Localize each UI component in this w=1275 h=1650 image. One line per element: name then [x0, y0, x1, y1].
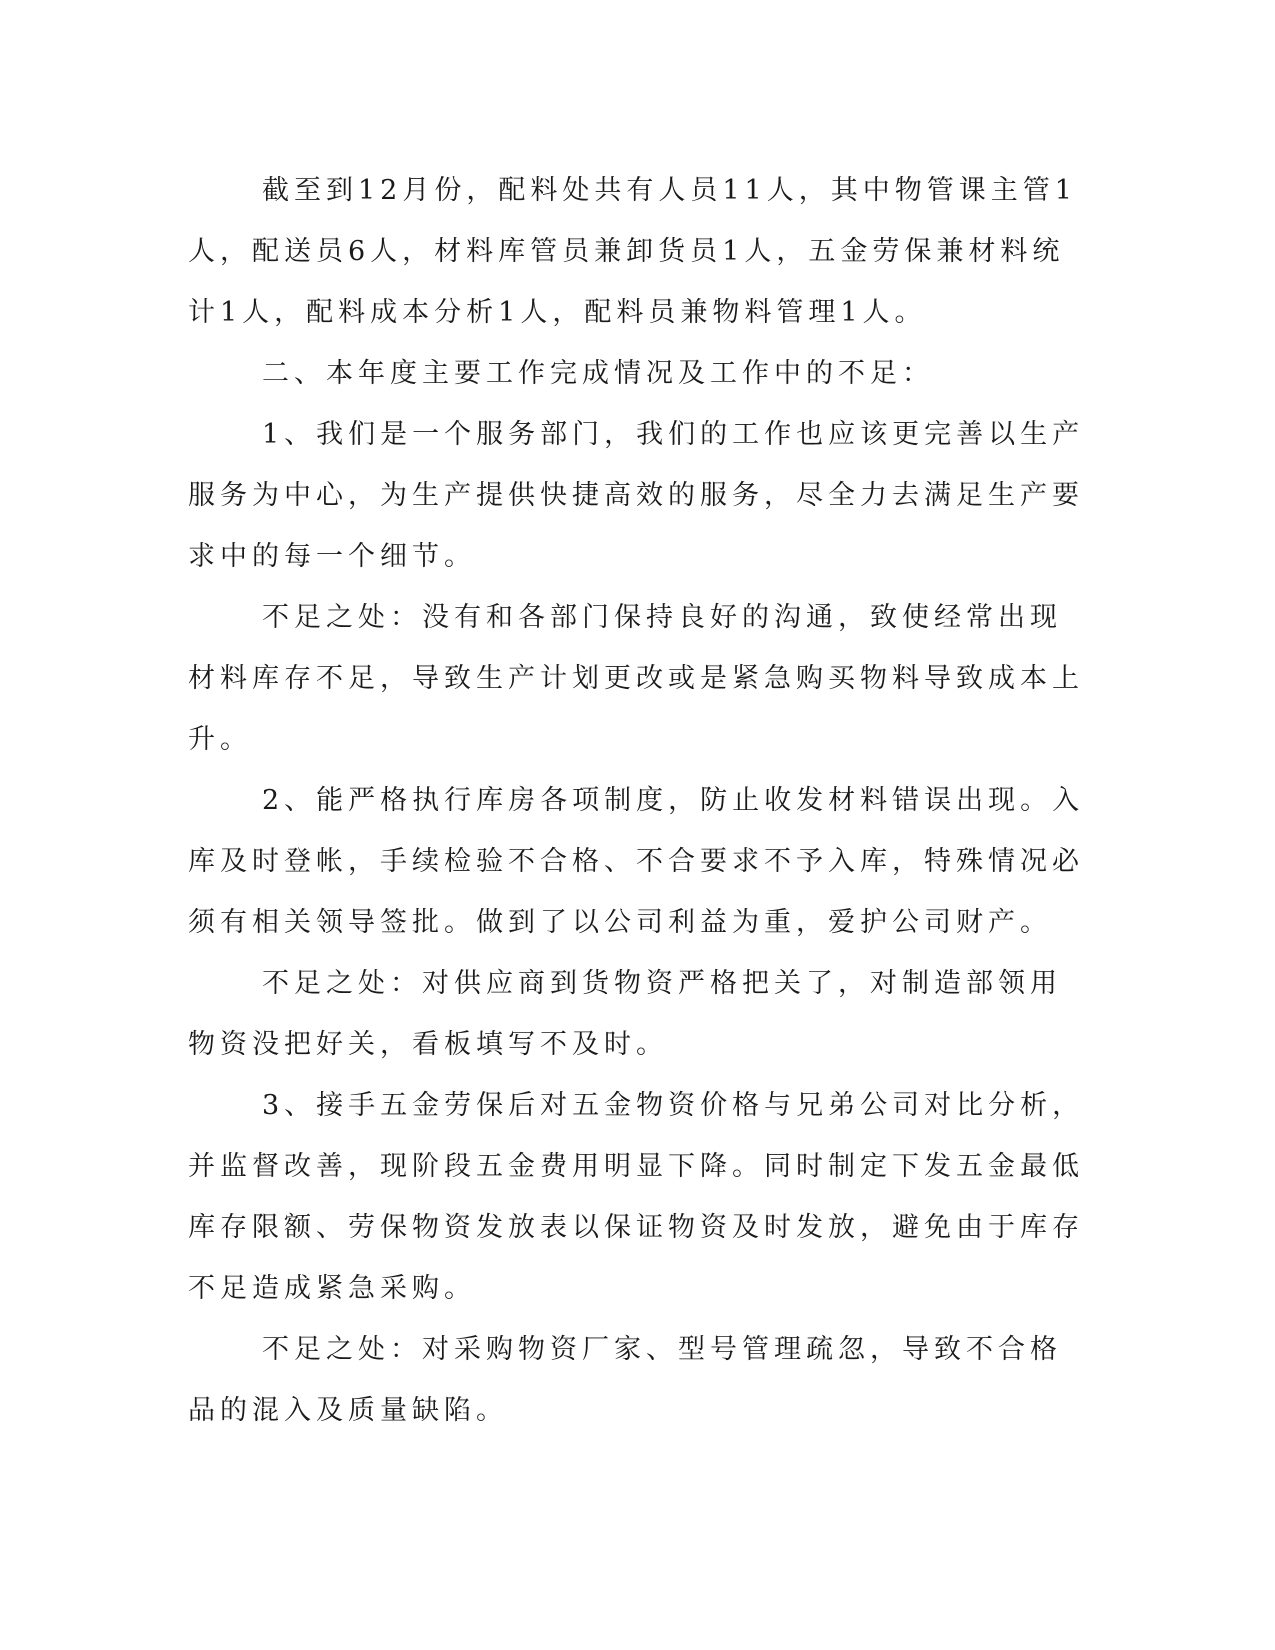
paragraph-item-3-shortcoming: 不足之处：对采购物资厂家、型号管理疏忽，导致不合格品的混入及质量缺陷。	[188, 1334, 1062, 1426]
section-heading-work-summary: 二、本年度主要工作完成情况及工作中的不足：	[262, 358, 934, 389]
paragraph-item-3: 3、接手五金劳保后对五金物资价格与兄弟公司对比分析，并监督改善，现阶段五金费用明显下降。同时制定下发五金最低库存限额、劳保物资发放表以保证物资及时发放，避免由于库存不足造成紧急采购。	[188, 1090, 1085, 1304]
paragraph-item-2-shortcoming: 不足之处：对供应商到货物资严格把关了，对制造部领用物资没把好关，看板填写不及时。	[188, 968, 1062, 1060]
paragraph-staffing: 截至到12月份，配料处共有人员11人，其中物管课主管1人，配送员6人，材料库管员兼卸货员1人，五金劳保兼材料统计1人，配料成本分析1人，配料员兼物料管理1人。	[188, 175, 1077, 328]
document-body	[188, 160, 1088, 1441]
paragraph-item-1: 1、我们是一个服务部门，我们的工作也应该更完善以生产服务为中心，为生产提供快捷高效的服务，尽全力去满足生产要求中的每一个细节。	[188, 419, 1085, 572]
paragraph-item-2: 2、能严格执行库房各项制度，防止收发材料错误出现。入库及时登帐，手续检验不合格、不合要求不予入库，特殊情况必须有相关领导签批。做到了以公司利益为重，爱护公司财产。	[188, 785, 1085, 938]
paragraph-item-1-shortcoming: 不足之处：没有和各部门保持良好的沟通，致使经常出现材料库存不足，导致生产计划更改或是紧急购买物料导致成本上升。	[188, 602, 1084, 755]
